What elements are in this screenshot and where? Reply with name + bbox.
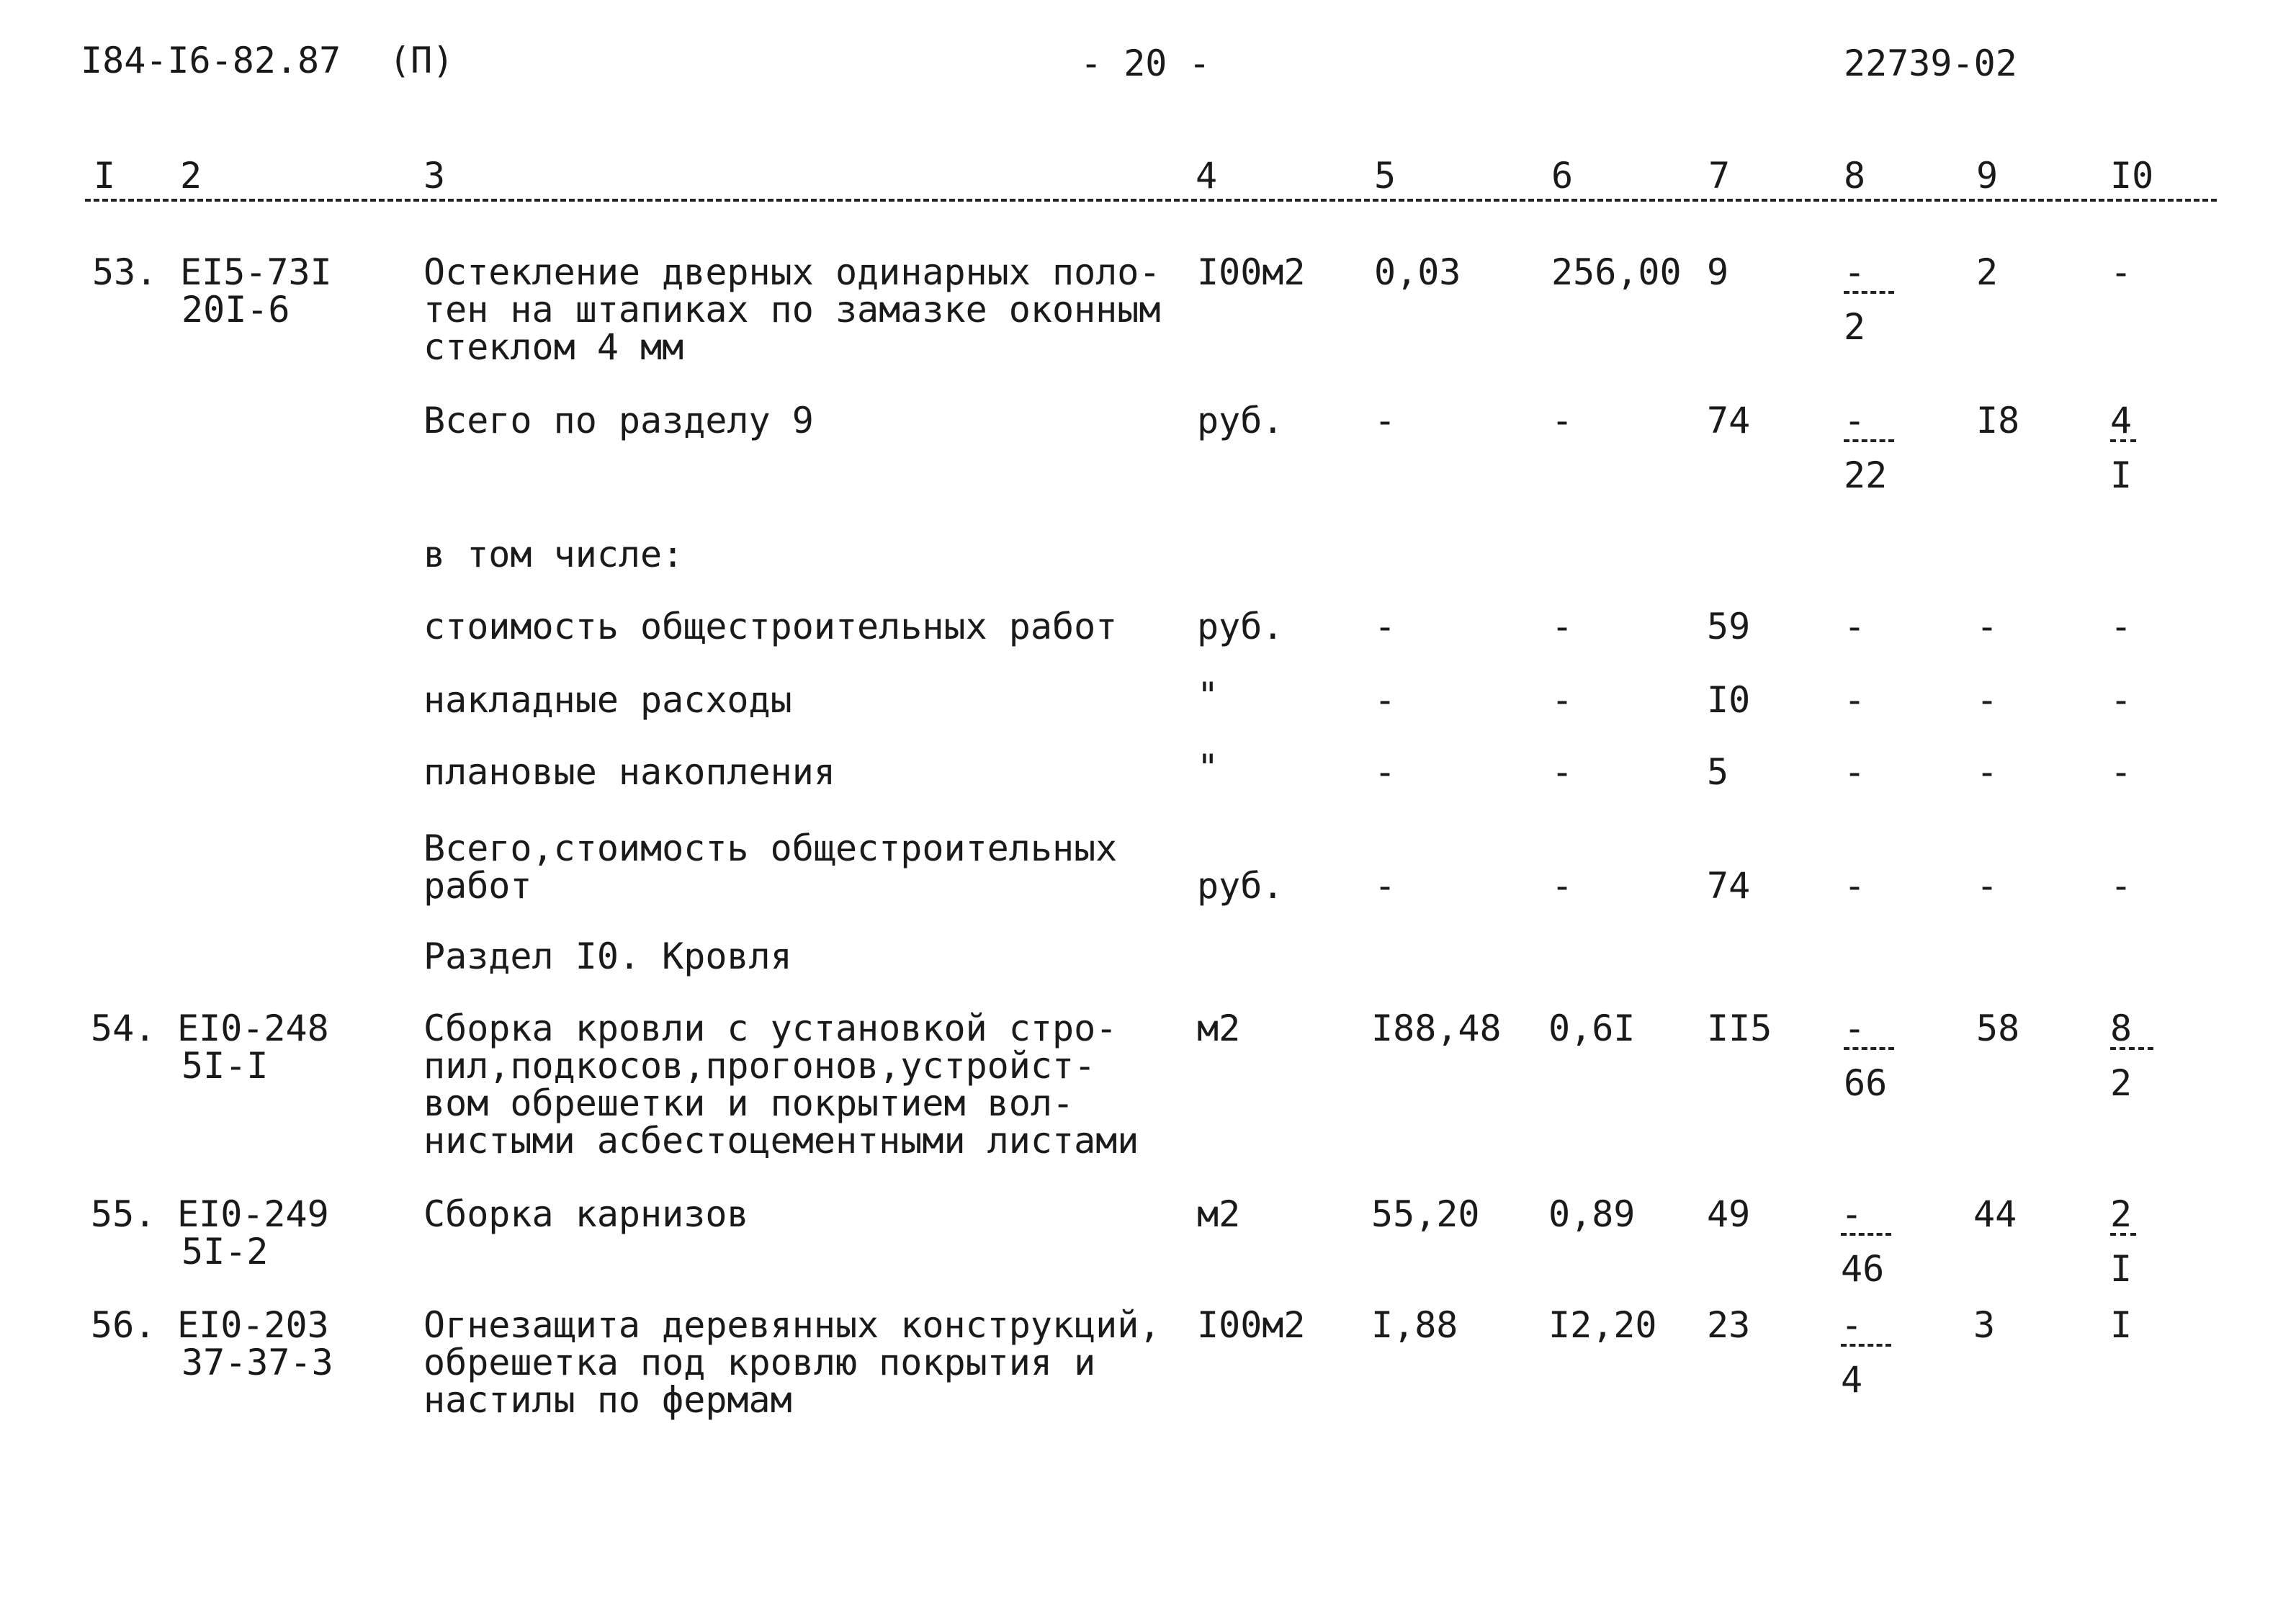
total: 59 (1707, 606, 1751, 647)
col10-fraction (2110, 1007, 2175, 1104)
col10: - (2110, 865, 2133, 907)
fraction-bottom: I (2110, 454, 2133, 496)
fraction-bottom: 66 (1844, 1062, 1888, 1104)
norm-code: EI0-203 (177, 1304, 329, 1346)
description-line: настилы по фермам (423, 1379, 792, 1421)
col8: - (1844, 751, 1866, 793)
unit: руб. (1197, 865, 1284, 907)
total: 5 (1707, 751, 1729, 793)
fraction-bottom: I (2110, 1248, 2133, 1290)
subheading: в том числе: (423, 534, 684, 575)
fraction-bottom: 22 (1844, 454, 1888, 496)
unit-price: - (1551, 606, 1574, 647)
description-line: вом обрешетки и покрытием вол- (423, 1082, 1075, 1124)
norm-code: EI0-248 (177, 1007, 329, 1049)
col10: - (2110, 606, 2133, 647)
norm-code: EI0-249 (177, 1193, 329, 1235)
total: 9 (1707, 251, 1729, 293)
unit: " (1197, 675, 1219, 717)
col9: - (1976, 679, 1999, 721)
col-header-4: 4 (1196, 155, 1218, 197)
col10: I (2110, 1304, 2133, 1346)
unit: " (1197, 747, 1219, 789)
norm-code-sub: 37-37-3 (181, 1342, 333, 1383)
unit: м2 (1197, 1007, 1241, 1049)
col10: - (2110, 679, 2133, 721)
col-header-8: 8 (1844, 155, 1866, 197)
unit: м2 (1197, 1193, 1241, 1235)
description-line: накладные расходы (423, 679, 792, 721)
col8-fraction (1841, 1195, 1906, 1288)
quantity: - (1374, 400, 1396, 441)
unit-price: - (1551, 751, 1574, 793)
description-line: стеклом 4 мм (423, 326, 684, 368)
unit-price: - (1551, 400, 1574, 441)
description-line: работ (423, 865, 532, 907)
col9: 44 (1973, 1193, 2017, 1235)
description-line: стоимость общестроительных работ (423, 606, 1118, 647)
unit-price: I2,20 (1548, 1304, 1657, 1346)
col10-fraction (2110, 402, 2175, 494)
unit-price: 0,6I (1548, 1007, 1636, 1049)
col-header-2: 2 (180, 155, 202, 197)
fraction-top: 2 (2110, 1195, 2136, 1236)
fraction-top: 8 (2110, 1010, 2153, 1050)
quantity: I88,48 (1371, 1007, 1502, 1049)
description-line: Всего,стоимость общестроительных (423, 827, 1118, 869)
description-line: обрешетка под кровлю покрытия и (423, 1342, 1096, 1383)
unit: I00м2 (1197, 251, 1306, 293)
description-line: тен на штапиках по замазке оконным (423, 289, 1161, 331)
description-line: Сборка карнизов (423, 1193, 749, 1235)
quantity: - (1374, 751, 1396, 793)
col-header-3: 3 (423, 155, 446, 197)
col9: I8 (1976, 400, 2020, 441)
col8-fraction (1844, 402, 1909, 494)
quantity: 0,03 (1374, 251, 1461, 293)
col8-fraction (1844, 1007, 1909, 1104)
description-line: Огнезащита деревянных конструкций, (423, 1304, 1161, 1346)
fraction-top: - (1844, 253, 1894, 294)
page-number: - 20 - (1080, 42, 1211, 84)
unit-price: - (1551, 679, 1574, 721)
description-line: Всего по разделу 9 (423, 400, 814, 441)
col10: - (2110, 251, 2133, 293)
fraction-bottom: 2 (2110, 1062, 2133, 1104)
col10: - (2110, 751, 2133, 793)
col8: - (1844, 865, 1866, 907)
fraction-bottom: 46 (1841, 1248, 1885, 1290)
total: 49 (1707, 1193, 1751, 1235)
unit: руб. (1197, 400, 1284, 441)
total: 23 (1707, 1304, 1751, 1346)
section-heading: Раздел I0. Кровля (423, 935, 792, 977)
fraction-bottom: 4 (1841, 1359, 1863, 1401)
norm-code-sub: 5I-2 (181, 1231, 269, 1272)
col9: - (1976, 865, 1999, 907)
col8-fraction (1841, 1306, 1906, 1399)
description-line: Остекление дверных одинарных поло- (423, 251, 1161, 293)
doc-type: (П) (389, 40, 454, 81)
col9: 3 (1973, 1304, 1996, 1346)
header-rule (85, 199, 2217, 202)
col-header-1: I (94, 155, 116, 197)
col9: - (1976, 751, 1999, 793)
total: 74 (1707, 865, 1751, 907)
col-header-10: I0 (2110, 155, 2154, 197)
unit-price: 256,00 (1551, 251, 1682, 293)
row-number: 56. (91, 1304, 156, 1346)
quantity: - (1374, 679, 1396, 721)
unit-price: 0,89 (1548, 1193, 1636, 1235)
description-line: плановые накопления (423, 751, 835, 793)
fraction-top: 4 (2110, 402, 2136, 442)
norm-code-sub: 20I-6 (181, 289, 290, 331)
quantity: I,88 (1371, 1304, 1458, 1346)
unit: руб. (1197, 606, 1284, 647)
total: 74 (1707, 400, 1751, 441)
col9: 2 (1976, 251, 1999, 293)
description-line: Сборка кровли с установкой стро- (423, 1007, 1118, 1049)
fraction-top: - (1844, 1010, 1894, 1050)
description-line: пил,подкосов,прогонов,устройст- (423, 1045, 1096, 1087)
fraction-top: - (1841, 1306, 1891, 1347)
quantity: 55,20 (1371, 1193, 1480, 1235)
col8-fraction (1844, 253, 1909, 346)
col-header-9: 9 (1976, 155, 1999, 197)
total: I0 (1707, 679, 1751, 721)
fraction-bottom: 2 (1844, 306, 1866, 348)
col-header-7: 7 (1708, 155, 1731, 197)
norm-code: EI5-73I (180, 251, 332, 293)
col10-fraction (2110, 1195, 2175, 1288)
col8: - (1844, 679, 1866, 721)
description-line: нистыми асбестоцементными листами (423, 1120, 1139, 1162)
norm-code-sub: 5I-I (181, 1045, 269, 1087)
archive-number: 22739-02 (1844, 42, 2017, 84)
row-number: 55. (91, 1193, 156, 1235)
doc-code: I84-I6-82.87 (81, 40, 341, 81)
unit: I00м2 (1197, 1304, 1306, 1346)
row-number: 54. (91, 1007, 156, 1049)
fraction-top: - (1841, 1195, 1891, 1236)
col-header-6: 6 (1551, 155, 1574, 197)
col8: - (1844, 606, 1866, 647)
quantity: - (1374, 865, 1396, 907)
row-number: 53. (92, 251, 158, 293)
total: II5 (1707, 1007, 1772, 1049)
fraction-top: - (1844, 402, 1894, 442)
quantity: - (1374, 606, 1396, 647)
col9: - (1976, 606, 1999, 647)
col-header-5: 5 (1374, 155, 1396, 197)
unit-price: - (1551, 865, 1574, 907)
col9: 58 (1976, 1007, 2020, 1049)
